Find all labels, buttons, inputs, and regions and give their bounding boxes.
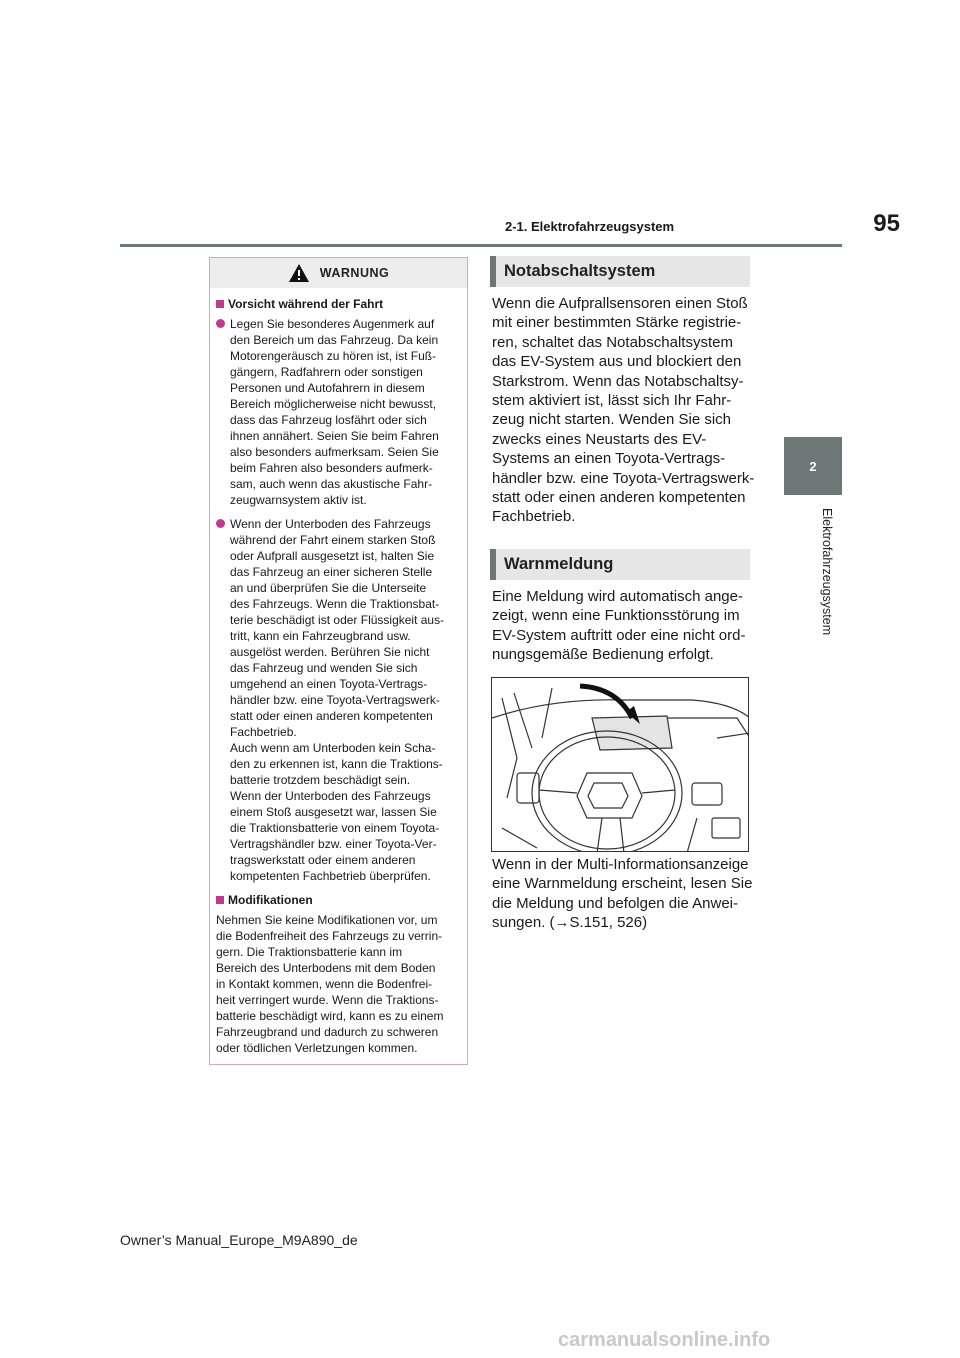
- notabschaltsystem-text: Wenn die Aufprallsensoren einen Stoß mit einer bestimmten Stärke registrie- ren, schaltet das Notabschaltsystem das EV-System aus und blockiert den Starkstrom. Wenn das Notabschaltsy- stem aktiviert ist, lässt sich Ihr Fahr- zeug nicht starten. Wenden Sie sich zwecks eines Neustarts des EV- Systems an einen Toyota-Vertrags- händler bzw. eine Toyota-Vertragswerk- statt oder einen anderen kompetenten Fachbetrieb.: [492, 295, 755, 526]
- dashboard-illustration: [491, 677, 749, 852]
- warning-body: [210, 288, 467, 1056]
- warning-bullet: Wenn der Unterboden des Fahrzeugs während der Fahrt einem starken Stoß oder Aufprall ausgesetzt ist, halten Sie das Fahrzeug an einer sicheren Stelle an und überprüfen Sie die Unterseite des Fahrzeugs. Wenn die Traktionsbat- terie beschädigt ist oder Flüssigkeit aus- tritt, kann ein Fahrzeugbrand usw. ausgelöst werden. Berühren Sie nicht das Fahrzeug und wenden Sie sich umgehend an einen Toyota-Vertrags- händler bzw. eine Toyota-Vertragswerk- statt oder einen anderen kompetenten Fachbetrieb. Auch wenn am Unterboden kein Scha- den zu erkennen ist, kann die Traktions- batterie trotzdem beschädigt sein. Wenn der Unterboden des Fahrzeugs einem Stoß ausgesetzt war, lassen Sie die Traktionsbatterie von einem Toyota- Vertragshändler bzw. einer Toyota-Ver- tragswerkstatt oder einem anderen kompetenten Fachbetrieb überprüfen.: [216, 516, 461, 884]
- chapter-tab: [784, 437, 842, 495]
- notabschaltsystem-heading: Notabschaltsystem: [490, 256, 750, 287]
- chapter-number: 2: [809, 458, 817, 474]
- section-header: 2-1. Elektrofahrzeugsystem: [505, 219, 675, 234]
- warning-section-title: Vorsicht während der Fahrt: [216, 296, 461, 312]
- warning-title: WARNUNG: [319, 266, 390, 280]
- warning-paragraph: Nehmen Sie keine Modifikationen vor, um die Bodenfreiheit des Fahrzeugs zu verrin- gern. Die Traktionsbatterie kann im Bereich des Unterbodens mit dem Boden in Kontakt kommen, wenn die Bodenfrei- heit verringert wurde. Wenn die Traktions- batterie beschädigt wird, kann es zu einem Fahrzeugbrand und dadurch zu schweren oder tödlichen Verletzungen kommen.: [216, 913, 444, 1055]
- square-bullet-icon: [216, 300, 224, 308]
- header-divider: [120, 244, 842, 247]
- footer-text: Owner’s Manual_Europe_M9A890_de: [120, 1232, 358, 1248]
- watermark: carmanualsonline.info: [558, 1329, 771, 1351]
- circle-bullet-icon: [216, 519, 225, 528]
- warning-section-title: Modifikationen: [216, 892, 461, 908]
- warnmeldung-caption: Wenn in der Multi-Informationsanzeige eine Warnmeldung erscheint, lesen Sie die Meldung und befolgen die Anwei- sungen. (→S.151, 526): [492, 856, 753, 932]
- warning-bullet: Legen Sie besonderes Augenmerk auf den Bereich um das Fahrzeug. Da kein Motorengeräusch zu hören ist, ist Fuß- gängern, Radfahrern oder sonstigen Personen und Autofahrern in diesem Bereich möglicherweise nicht bewusst, dass das Fahrzeug losfährt oder sich ihnen annähert. Seien Sie beim Fahren also besonders aufmerksam. Seien Sie beim Fahren also besonders aufmerk- sam, auch wenn das akustische Fahr- zeugwarnsystem aktiv ist.: [216, 316, 461, 508]
- page-number: 95: [873, 210, 900, 237]
- warning-triangle-icon: [288, 263, 310, 283]
- circle-bullet-icon: [216, 319, 225, 328]
- chapter-label: Elektrofahrzeugsystem: [820, 508, 834, 636]
- warnmeldung-text: Eine Meldung wird automatisch ange- zeigt, wenn eine Funktionsstörung im EV-System auftritt oder eine nicht ord- nungsgemäße Bedienung erfolgt.: [492, 588, 746, 664]
- warning-header: [210, 258, 467, 288]
- square-bullet-icon: [216, 896, 224, 904]
- warnmeldung-heading: Warnmeldung: [490, 549, 750, 580]
- steering-wheel-display-illustration: [492, 678, 749, 852]
- warning-box: [209, 257, 468, 1065]
